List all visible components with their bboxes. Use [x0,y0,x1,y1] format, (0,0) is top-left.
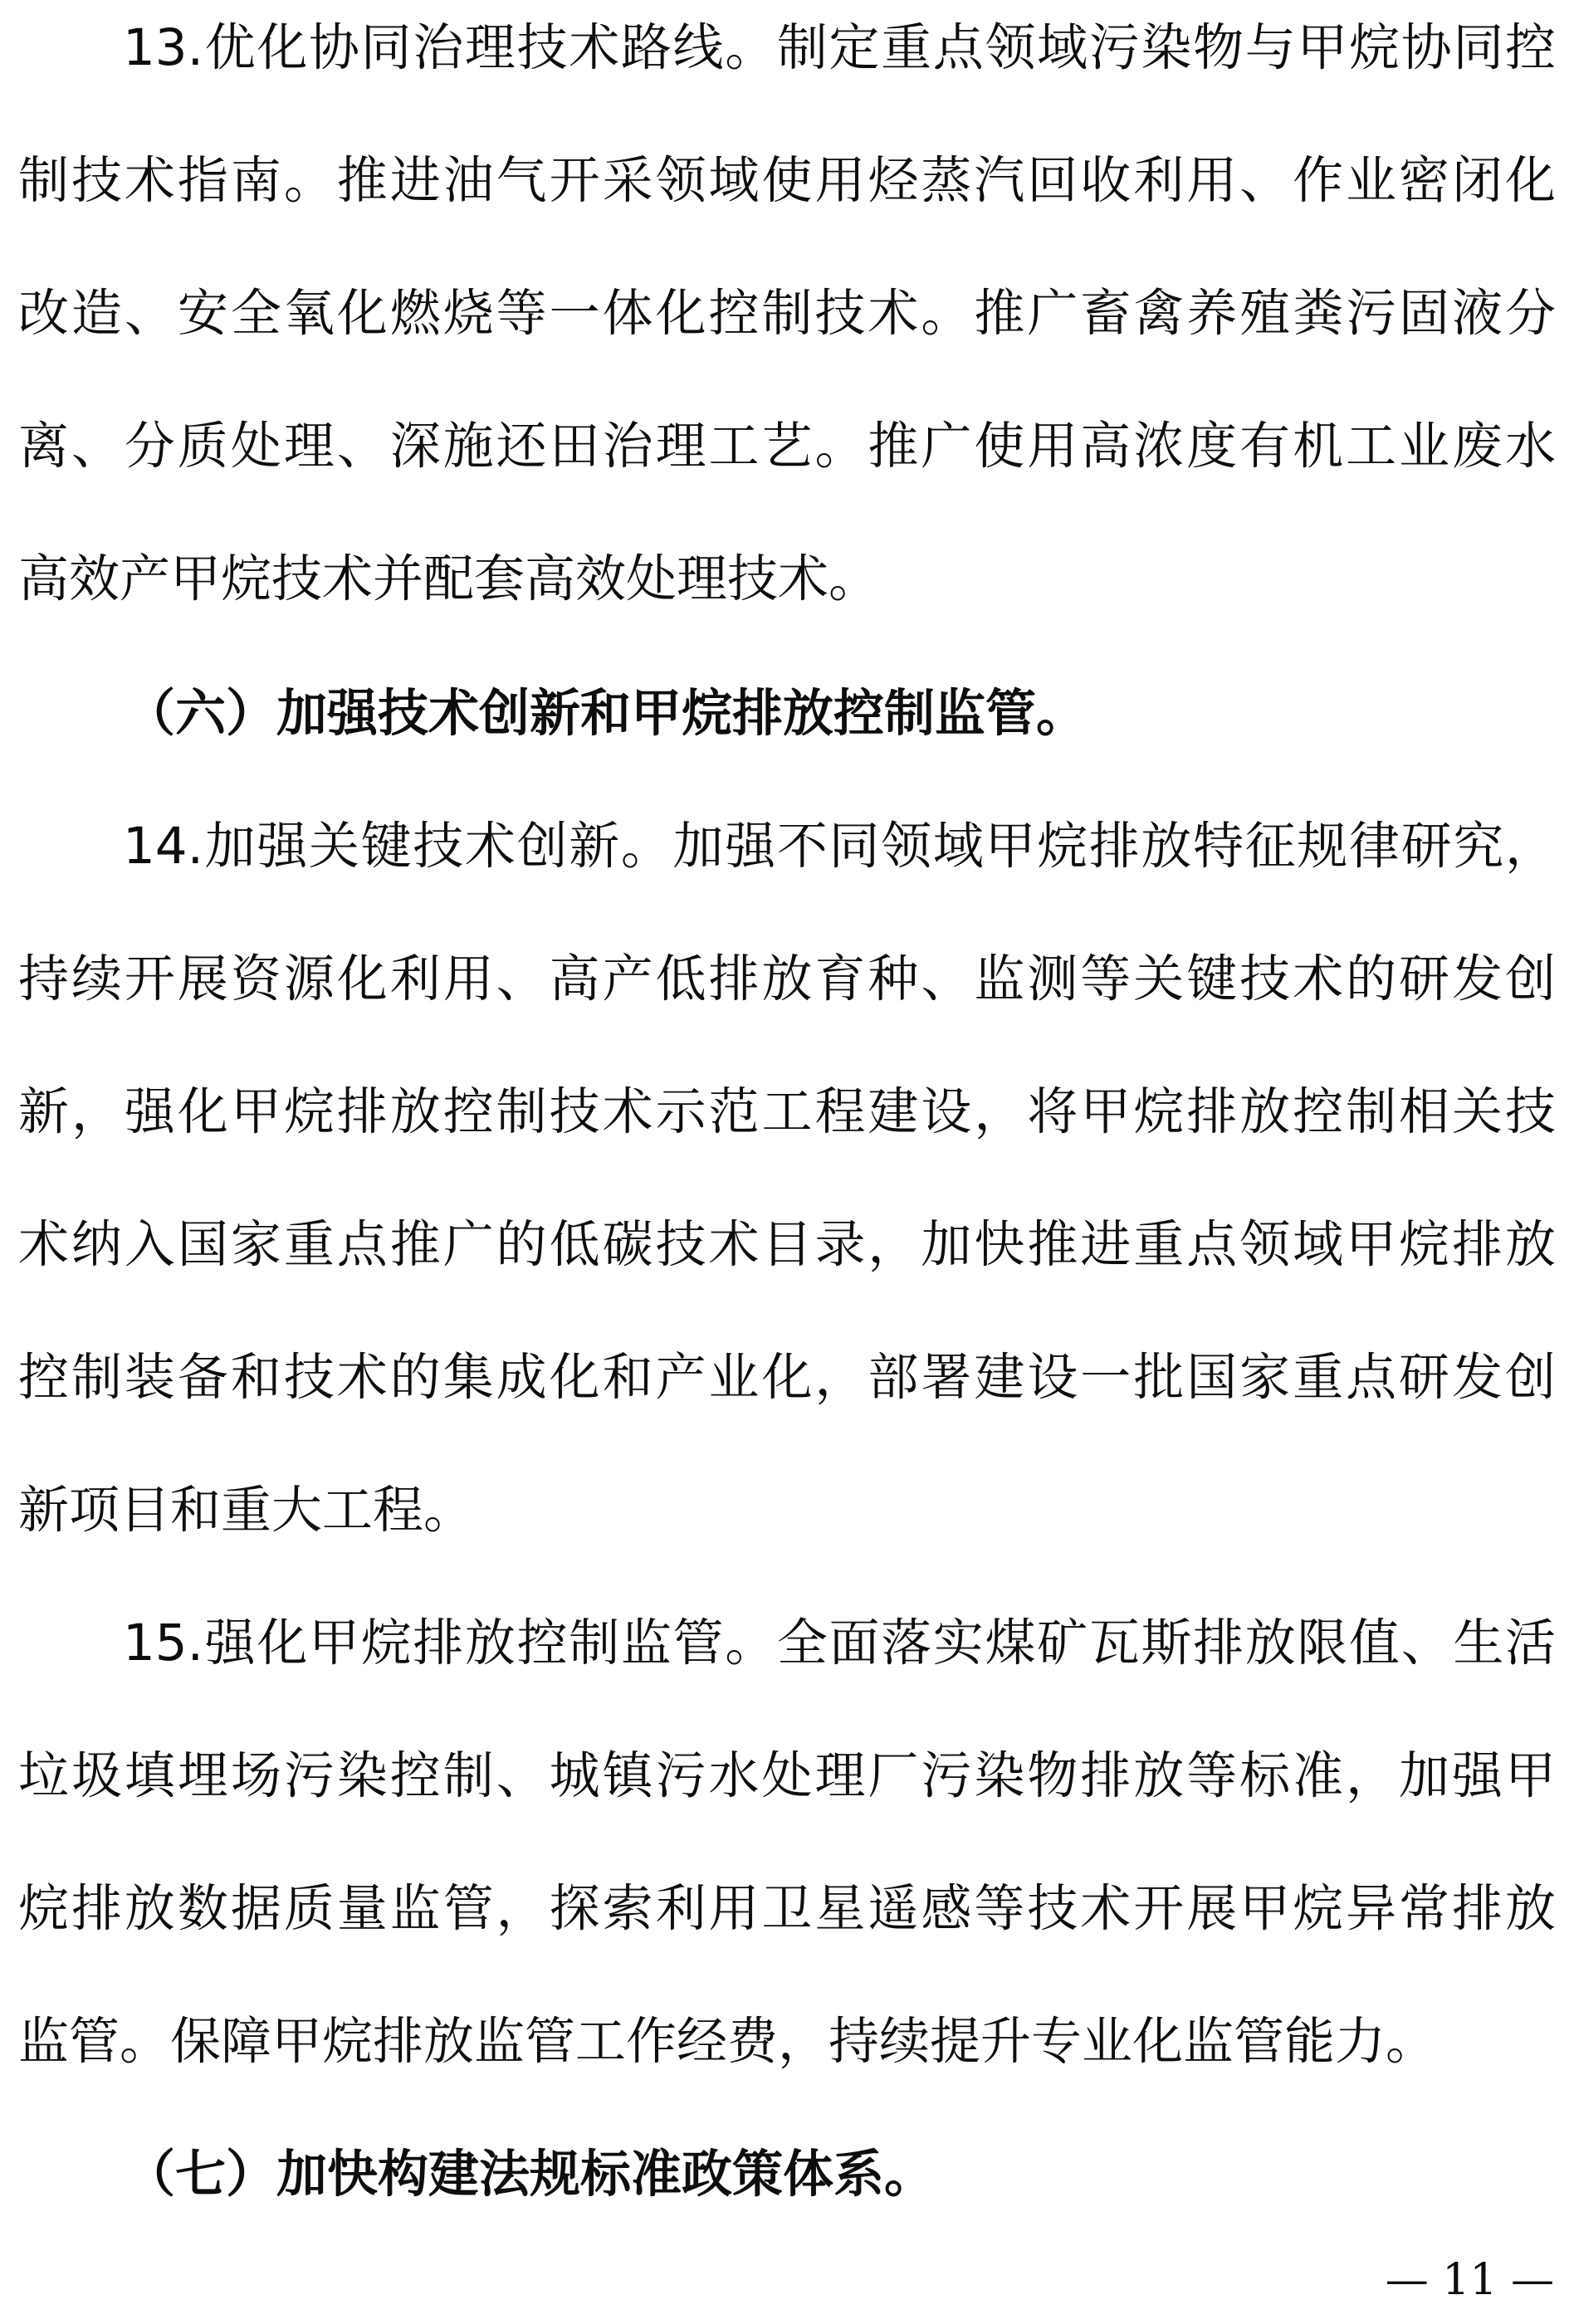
paragraph-line: 术纳入国家重点推广的低碳技术目录，加快推进重点领域甲烷排放 [18,1215,1556,1274]
paragraph-line: 改造、安全氧化燃烧等一体化控制技术。推广畜禽养殖粪污固液分 [18,284,1556,343]
paragraph-line: 持续开展资源化利用、高产低排放育种、监测等关键技术的研发创 [18,950,1556,1008]
section-heading-6: （六）加强技术创新和甲烷排放控制监管。 [125,684,1088,743]
paragraph-line: 垃圾填埋场污染控制、城镇污水处理厂污染物排放等标准，加强甲 [18,1746,1556,1805]
paragraph-line: 14.加强关键技术创新。加强不同领域甲烷排放特征规律研究， [123,817,1556,876]
section-heading-7: （七）加快构建法规标准政策体系。 [125,2145,936,2204]
paragraph-line: 高效产甲烷技术并配套高效处理技术。 [18,549,880,608]
paragraph-line: 控制装备和技术的集成化和产业化，部署建设一批国家重点研发创 [18,1348,1556,1407]
paragraph-line: 新，强化甲烷排放控制技术示范工程建设，将甲烷排放控制相关技 [18,1082,1556,1141]
paragraph-line: 制技术指南。推进油气开采领域使用烃蒸汽回收利用、作业密闭化 [18,151,1556,210]
paragraph-line: 新项目和重大工程。 [18,1481,475,1540]
paragraph-line: 13.优化协同治理技术路线。制定重点领域污染物与甲烷协同控 [123,18,1556,77]
paragraph-line: 离、分质处理、深施还田治理工艺。推广使用高浓度有机工业废水 [18,417,1556,476]
paragraph-line: 15.强化甲烷排放控制监管。全面落实煤矿瓦斯排放限值、生活 [123,1614,1556,1672]
paragraph-line: 监管。保障甲烷排放监管工作经费，持续提升专业化监管能力。 [18,2012,1437,2071]
page-number: — 11 — [1385,2255,1554,2305]
paragraph-line: 烷排放数据质量监管，探索利用卫星遥感等技术开展甲烷异常排放 [18,1879,1556,1938]
